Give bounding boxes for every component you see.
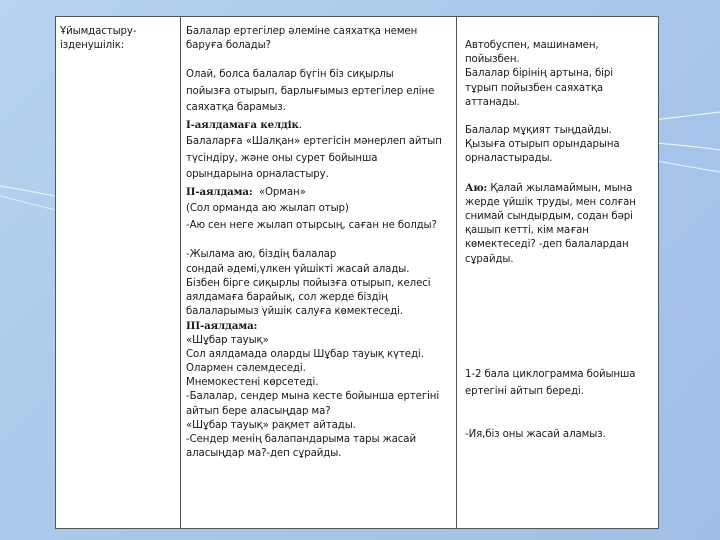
intro-question: баруға болады? bbox=[186, 40, 271, 52]
column-stage bbox=[56, 17, 181, 528]
invitation-paragraph: Олай, болса балалар бүгін біз сиқырлы пойызға отырып, барлығымыз ертегілер еліне саяхатқа барамыз. І-аялдамаға келдік. Балаларға «Шалқан» ертегісін мәнерлеп айтып түсіндіру, және оны сурет бойынша орындарына орналастыру. ІІ-аялдама: «Орман» (Сол орманда аю жылап отыр) -Аю сен неге жылап отырсың, саған не болды? bbox=[186, 69, 442, 231]
lesson-table bbox=[55, 16, 659, 529]
stop2-title: ІІ-аялдама: bbox=[186, 185, 253, 198]
stop3-title: ІІІ-аялдама: bbox=[186, 320, 258, 333]
wave-line bbox=[0, 196, 55, 210]
children-block-transport: Автобуспен, машинамен, пойызбен. Балалар бірінің артына, бірі тұрып пойызбен саяхатқа аттанады. Балалар мұқият тыңдайды. Қызыға отырып орындарына орналастырады. Аю: Қалай жыламаймын, мына жерде үйшік труды, мен солған снимай сындырдым, содан бәрі қашып кетті, кім маған көмектеседі? -деп балалардан сұрайды. bbox=[465, 40, 636, 265]
children-block-answer: -Ия,біз оны жасай аламыз. bbox=[465, 429, 606, 440]
bear-label: Аю: bbox=[465, 181, 488, 194]
stage-label: Ұйымдастыру- ізденушілік: bbox=[60, 26, 137, 52]
intro-question: Балалар ертегілер әлеміне саяхатқа немен bbox=[186, 26, 418, 37]
stop1-title: І-аялдамаға келдік bbox=[186, 118, 299, 131]
column-children-activity bbox=[457, 17, 658, 528]
bear-dialogue: -Жылама аю, біздің балалар сондай әдемі,үлкен үйшікті жасай алады. Бізбен бірге сиқырлы пойызға отырып, келесі аялдамаға барайық, сол жерде біздің балаларымыз үйшік салуға көмектеседі. ІІІ-аялдама: «Шұбар тауық» Сол аялдамада оларды Шұбар тауық күтеді. Олармен сәлемдеседі. Мнемокестені көрсетеді. -Балалар, сендер мына кесте бойынша ертегіні айтып бере аласыңдар ма? «Шұбар тауық» рақмет айтады. -Сендер менің балапандарыма тары жасай аласыңдар ма?-деп сұрайды. bbox=[186, 248, 454, 461]
wave-line bbox=[0, 186, 55, 196]
teacher-text bbox=[186, 25, 454, 461]
children-block-retell: 1-2 бала циклограмма бойынша ертегіні айтып береді. bbox=[465, 369, 636, 397]
stop2-name: «Орман» bbox=[258, 186, 306, 198]
column-teacher-activity bbox=[181, 17, 457, 528]
